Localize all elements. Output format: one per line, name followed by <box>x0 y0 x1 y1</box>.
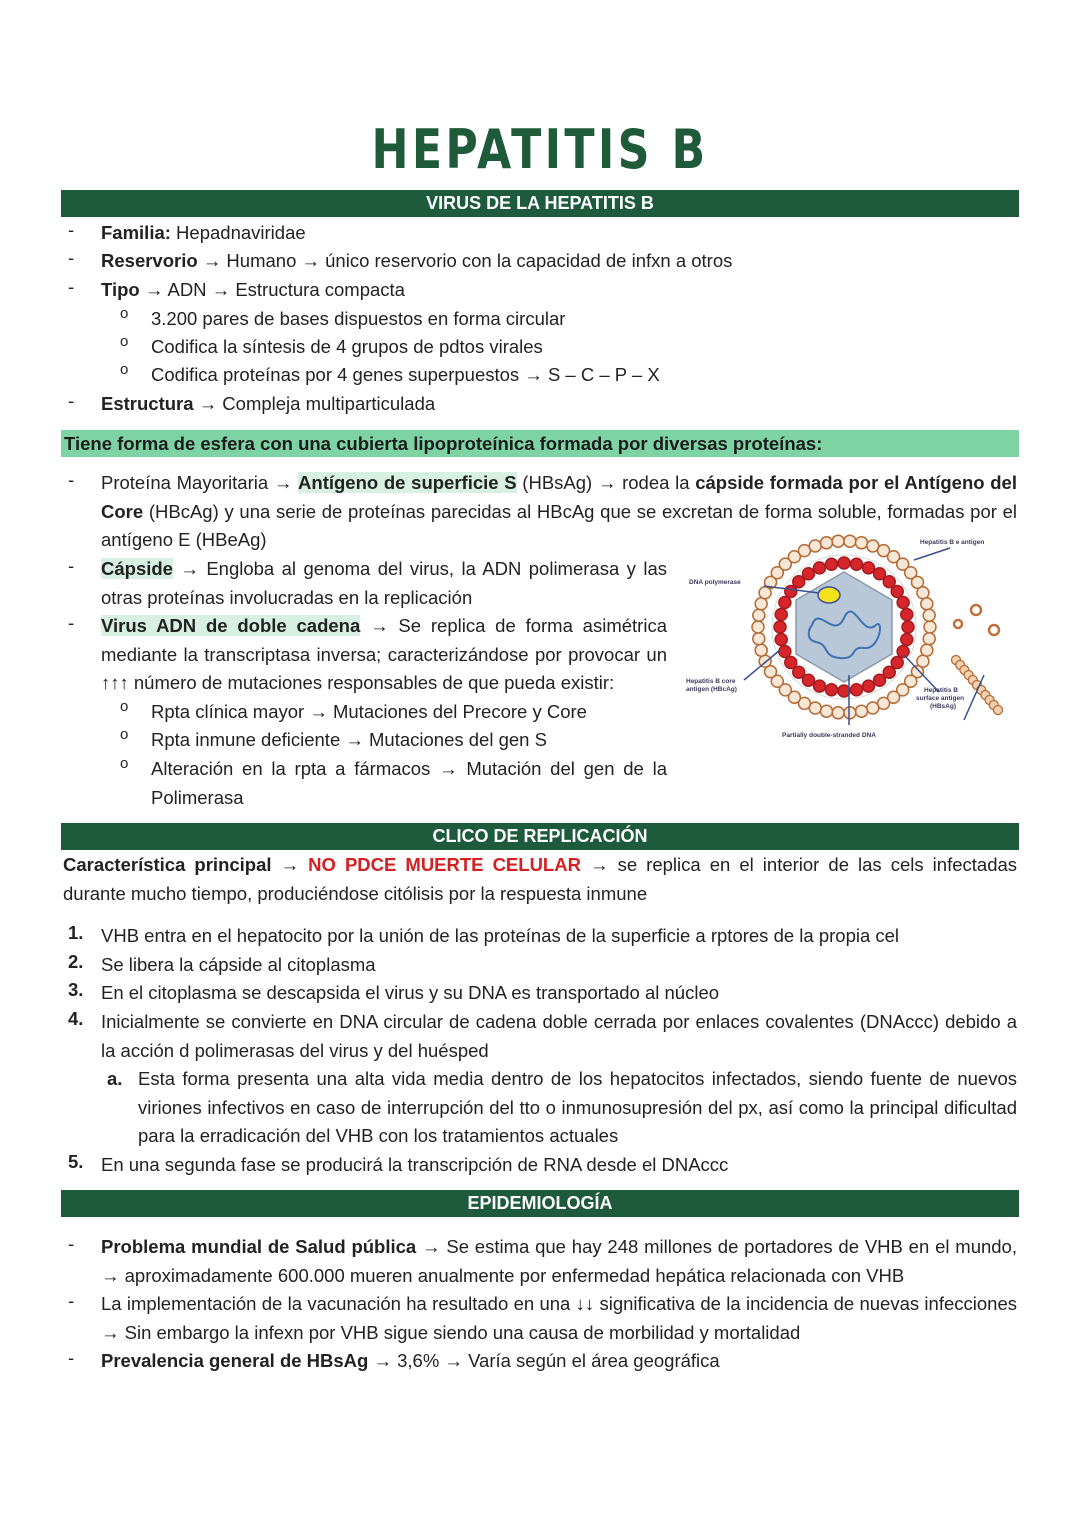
surface-bead <box>917 587 929 599</box>
core-bead <box>814 680 826 692</box>
circle-bullet: o <box>120 755 129 772</box>
dash-bullet: - <box>68 219 75 240</box>
hbv-virion-diagram <box>684 530 1019 745</box>
core-bead <box>850 558 862 570</box>
core-bead <box>874 674 886 686</box>
step-4: Inicialmente se convierte en DNA circular de cadena doble cerrada por enlaces covalentes (DNAccc) debido a la acción d polimerasas del virus y del huésped <box>101 1011 1017 1061</box>
core-bead <box>897 597 909 609</box>
spherical-particle-icon <box>971 605 981 615</box>
mutation-sub-3: Alteración en la rpta a fármacos → Mutación del gen de la Polimerasa <box>151 758 667 808</box>
epi-item-2: La implementación de la vacunación ha resultado en una ↓↓ significativa de la incidencia de nuevas infecciones → Sin embargo la infexn por VHB sigue siendo una causa de morbilidad y mortalidad <box>101 1293 1017 1343</box>
dash-bullet: - <box>68 1290 75 1311</box>
circle-bullet: o <box>120 698 129 715</box>
step-5: En una segunda fase se producirá la transcripción de RNA desde el DNAccc <box>101 1154 729 1175</box>
surface-bead <box>844 535 856 547</box>
label-e-antigen: Hepatitis B e antigen <box>920 539 985 546</box>
step-number: 4. <box>68 1008 84 1029</box>
dash-bullet: - <box>68 612 75 633</box>
paragraph-proteina-mayoritaria: Proteína Mayoritaria → Antígeno de superficie S (HBsAg) → rodea la cápside formada por el Antígeno del Core (HBcAg) y una serie de proteínas parecidas al HBcAg que se excretan de forma soluble, formadas por el antígeno E (HBeAg) <box>101 472 1017 551</box>
label-dna: Partially double-stranded DNA <box>782 732 876 739</box>
core-bead <box>891 585 903 597</box>
item-tipo: Tipo → ADN → Estructura compacta <box>101 279 405 300</box>
dash-bullet: - <box>68 1347 75 1368</box>
core-bead <box>814 562 826 574</box>
core-bead <box>775 609 787 621</box>
core-bead <box>901 633 913 645</box>
core-bead <box>774 621 786 633</box>
step-1: VHB entra en el hepatocito por la unión de las proteínas de la superficie a rptores de la propia cel <box>101 925 900 946</box>
surface-bead <box>921 598 933 610</box>
surface-bead <box>921 644 933 656</box>
surface-bead <box>867 702 879 714</box>
surface-bead <box>755 598 767 610</box>
core-bead <box>850 684 862 696</box>
leader-line <box>914 548 950 560</box>
dash-bullet: - <box>68 1233 75 1254</box>
surface-bead <box>821 537 833 549</box>
mutation-sub-1: Rpta clínica mayor → Mutaciones del Precore y Core <box>151 701 587 722</box>
core-bead <box>902 621 914 633</box>
core-bead <box>802 568 814 580</box>
step-3: En el citoplasma se descapsida el virus y su DNA es transportado al núcleo <box>101 982 720 1003</box>
paragraph-caracteristica: Característica principal → NO PDCE MUERTE CELULAR → se replica en el interior de las cels infectadas durante mucho tiempo, produciéndose citólisis por la respuesta inmune <box>63 854 1018 904</box>
dash-bullet: - <box>68 276 75 297</box>
dash-bullet: - <box>68 469 75 490</box>
circle-bullet: o <box>120 305 129 322</box>
surface-bead <box>821 705 833 717</box>
dash-bullet: - <box>68 247 75 268</box>
tipo-sub-2: Codifica la síntesis de 4 grupos de pdtos virales <box>151 336 543 357</box>
step-number: 5. <box>68 1151 84 1172</box>
filamentous-particle <box>952 656 1003 715</box>
core-bead <box>862 680 874 692</box>
circle-bullet: o <box>120 361 129 378</box>
tipo-sub-3: Codifica proteínas por 4 genes superpuestos → S – C – P – X <box>151 364 660 385</box>
item-reservorio: Reservorio → Humano → único reservorio con la capacidad de infxn a otros <box>101 250 733 271</box>
surface-bead <box>753 633 765 645</box>
core-bead <box>785 657 797 669</box>
surface-bead <box>752 621 764 633</box>
paragraph-capside: Cápside → Engloba al genoma del virus, la ADN polimerasa y las otras proteínas involucradas en la replicación <box>101 558 667 608</box>
spherical-particle-icon <box>989 625 999 635</box>
core-bead <box>838 557 850 569</box>
section-header-epidemiologia: EPIDEMIOLOGÍA <box>61 1190 1019 1217</box>
epi-item-3: Prevalencia general de HBsAg → 3,6% → Varía según el área geográfica <box>101 1350 720 1371</box>
filament-bead <box>994 706 1003 715</box>
epi-item-1: Problema mundial de Salud pública → Se estima que hay 248 millones de portadores de VHB en el mundo, → aproximadamente 600.000 mueren anualmente por enfermedad hepática relacionada con VHB <box>101 1236 1017 1286</box>
core-bead <box>897 645 909 657</box>
core-bead <box>838 685 850 697</box>
surface-bead <box>832 707 844 719</box>
step-4a: Esta forma presenta una alta vida media dentro de los hepatocitos infectados, siendo fuente de nuevos viriones infectivos en caso de interrupción del tto o inmunosupresión del px, así como la principal dificultad para la erradicación del VHB con los tratamientos actuales <box>138 1068 1017 1147</box>
tipo-sub-1: 3.200 pares de bases dispuestos en forma circular <box>151 308 566 329</box>
paragraph-virus-adn: Virus ADN de doble cadena → Se replica de forma asimétrica mediante la transcriptasa inversa; caracterizándose por provocar un ↑↑↑ número de mutaciones responsables de que pueda existir: <box>101 615 667 694</box>
sub-step-letter: a. <box>107 1068 123 1089</box>
surface-bead <box>755 644 767 656</box>
circle-bullet: o <box>120 333 129 350</box>
step-number: 1. <box>68 922 84 943</box>
label-core-antigen: Hepatitis B core antigen (HBcAg) <box>686 678 737 693</box>
page-title: HEPATITIS B <box>371 118 709 181</box>
surface-bead <box>809 540 821 552</box>
surface-bead <box>923 609 935 621</box>
highlight-forma: Tiene forma de esfera con una cubierta lipoproteínica formada por diversas proteínas: <box>61 430 1019 457</box>
item-estructura: Estructura → Compleja multiparticulada <box>101 393 436 414</box>
dash-bullet: - <box>68 555 75 576</box>
spherical-particle-icon <box>954 620 962 628</box>
item-familia: Familia: Hepadnaviridae <box>101 222 306 243</box>
section-header-ciclo: CLICO DE REPLICACIÓN <box>61 823 1019 850</box>
core-bead <box>779 597 791 609</box>
step-number: 2. <box>68 951 84 972</box>
core-bead <box>779 645 791 657</box>
core-bead <box>775 633 787 645</box>
surface-bead <box>855 537 867 549</box>
surface-bead <box>832 535 844 547</box>
label-dna-polymerase: DNA polymerase <box>689 579 741 586</box>
step-number: 3. <box>68 979 84 1000</box>
core-bead <box>901 609 913 621</box>
surface-bead <box>753 609 765 621</box>
surface-bead <box>844 707 856 719</box>
label-surface-antigen: Hepatitis B surface antigen (HBsAg) <box>916 687 965 710</box>
surface-bead <box>924 621 936 633</box>
circle-bullet: o <box>120 726 129 743</box>
dna-polymerase-icon <box>818 587 840 603</box>
core-bead <box>862 562 874 574</box>
section-header-virus: VIRUS DE LA HEPATITIS B <box>61 190 1019 217</box>
core-bead <box>826 558 838 570</box>
core-bead <box>826 684 838 696</box>
step-2: Se libera la cápside al citoplasma <box>101 954 376 975</box>
surface-bead <box>923 633 935 645</box>
dash-bullet: - <box>68 390 75 411</box>
mutation-sub-2: Rpta inmune deficiente → Mutaciones del gen S <box>151 729 547 750</box>
surface-bead <box>855 705 867 717</box>
